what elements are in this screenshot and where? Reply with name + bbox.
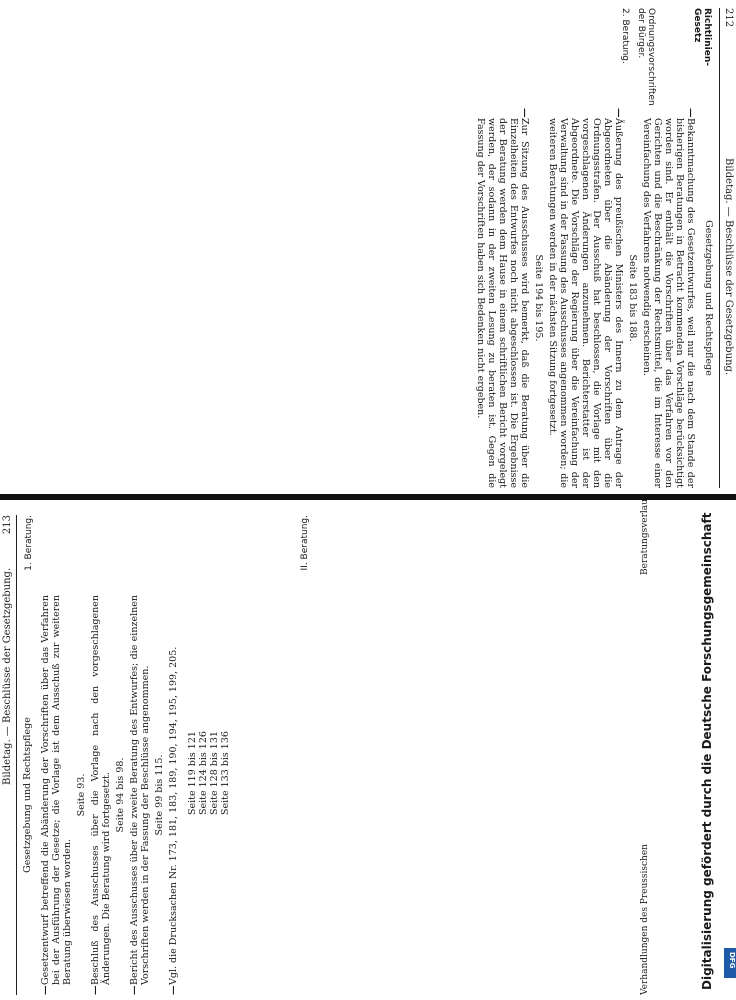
lower-side-note-1: 1. Beratung. [24, 515, 34, 571]
lower-section-title [22, 595, 36, 995]
lower-side-note-2: II. Beratung. [300, 515, 310, 571]
lower-paragraph: — Bericht des Ausschusses über die zweite Beratung des Entwurfes; die einzelnen Vorschriften werden in der Fassung der Beschlüsse angenommen. [129, 595, 151, 995]
upper-paragraph: — Zur Sitzung des Ausschusses wird bemerkt, daß die Beratung über die Einzelheiten des Entwurfes noch nicht abgeschlossen ist. Die Ergebnisse der Beratung werden dem Hause in einem schriftlichen Bericht vorgelegt werden, der sodann in der zweiten Lesung zu beraten ist. Gegen die Fassung der Vorschriften haben sich Bedenken nicht ergeben. [475, 108, 530, 488]
lower-ref-item: Seite 124 bis 126 [198, 731, 209, 815]
lower-ref-item: Seite 133 bis 136 [220, 731, 231, 815]
lower-header [0, 515, 17, 995]
lower-running-title: Bildetag. — Beschlüsse der Gesetzgebung. [2, 567, 13, 785]
upper-page-ref: Seite 194 bis 195. [533, 254, 544, 342]
upper-side-note-1: Ordnungsvorschriften der Bürger. [636, 8, 656, 106]
page-divider [0, 494, 736, 500]
lower-page-ref: Seite 94 bis 98. [115, 757, 126, 833]
upper-header [719, 8, 736, 488]
lower-paragraph: — Beschluß des Ausschusses über die Vorlage nach den vorgeschlagenen Änderungen. Die Beratung wird fortgesetzt. [90, 595, 112, 995]
lower-page-ref: Seite 93. [76, 773, 87, 817]
upper-body [16, 108, 696, 488]
lower-paragraph: — Gesetzentwurf betreffend die Abänderung der Vorschriften über das Verfahren bei der Ausführung der Gesetze; die Vorlage ist dem Ausschuß zur weiteren Beratung überwiesen worden. [40, 595, 73, 995]
upper-side-note-2: 2. Beratung. [620, 8, 630, 64]
dfg-logo-text: DFG [728, 952, 736, 969]
lower-ref-list [187, 595, 231, 815]
dfg-logo [724, 948, 736, 978]
lower-page [0, 493, 700, 995]
upper-section-title-text: Gesetzgebung und Rechtspflege [703, 220, 714, 376]
lower-signature: Verhandlungen des Preussischen [640, 844, 650, 995]
lower-body [40, 595, 520, 995]
upper-paragraph: — Äußerung des preußischen Ministers des Innern zu dem Antrage der Abgeordneten über die Abänderung der Vorschriften über die Ordnungsstrafen. Der Ausschuß hat beschlossen, die Vorlage mit den vorgeschlagenen Änderungen anzunehmen. Berichterstatter ist der Abgeordnete. Die Vorschläge der Regierung über die Vereinfachung der Verwaltung sind in der Fassung des Ausschusses angenommen worden; die weiteren Beratungen werden in der nächsten Sitzung fortgesetzt. [547, 108, 624, 488]
lower-ref-item: Seite 128 bis 131 [209, 731, 220, 815]
upper-page-number: 212 [723, 8, 734, 28]
lower-section-title-text: Gesetzgebung und Rechtspflege [22, 717, 33, 873]
upper-page [8, 8, 736, 488]
lower-footnote: Beratungsverlauf. [640, 493, 650, 575]
lower-ref-item: Seite 119 bis 121 [187, 731, 198, 815]
digitization-note: Digitalisierung gefördert durch die Deutsche Forschungsgemeinschaft [700, 512, 714, 990]
lower-paragraph: — Vgl. die Drucksachen Nr. 173, 181, 183, 189, 190, 194, 195, 199, 205. [168, 646, 179, 995]
upper-section-title [700, 108, 714, 488]
upper-paragraph: — Bekanntmachung des Gesetzentwurfes, weil nur die nach dem Stande der bisherigen Beratungen in Betracht kommenden Vorschläge berücksichtigt worden sind. Er enthält die Vorschriften über das Verfahren vor den Gerichten und die Beschränkung der Rechtsmittel, die im Interesse einer Vereinfachung des Verfahrens notwendig erscheinen. [641, 108, 696, 488]
upper-running-title: Bildetag. — Beschlüsse der Gesetzgebung. [723, 158, 734, 376]
upper-side-heading: Richtlinien-Gesetz [692, 8, 712, 66]
upper-page-ref: Seite 183 bis 188. [627, 254, 638, 342]
lower-page-ref: Seite 99 bis 115. [154, 754, 165, 836]
lower-page-number: 213 [2, 515, 13, 535]
